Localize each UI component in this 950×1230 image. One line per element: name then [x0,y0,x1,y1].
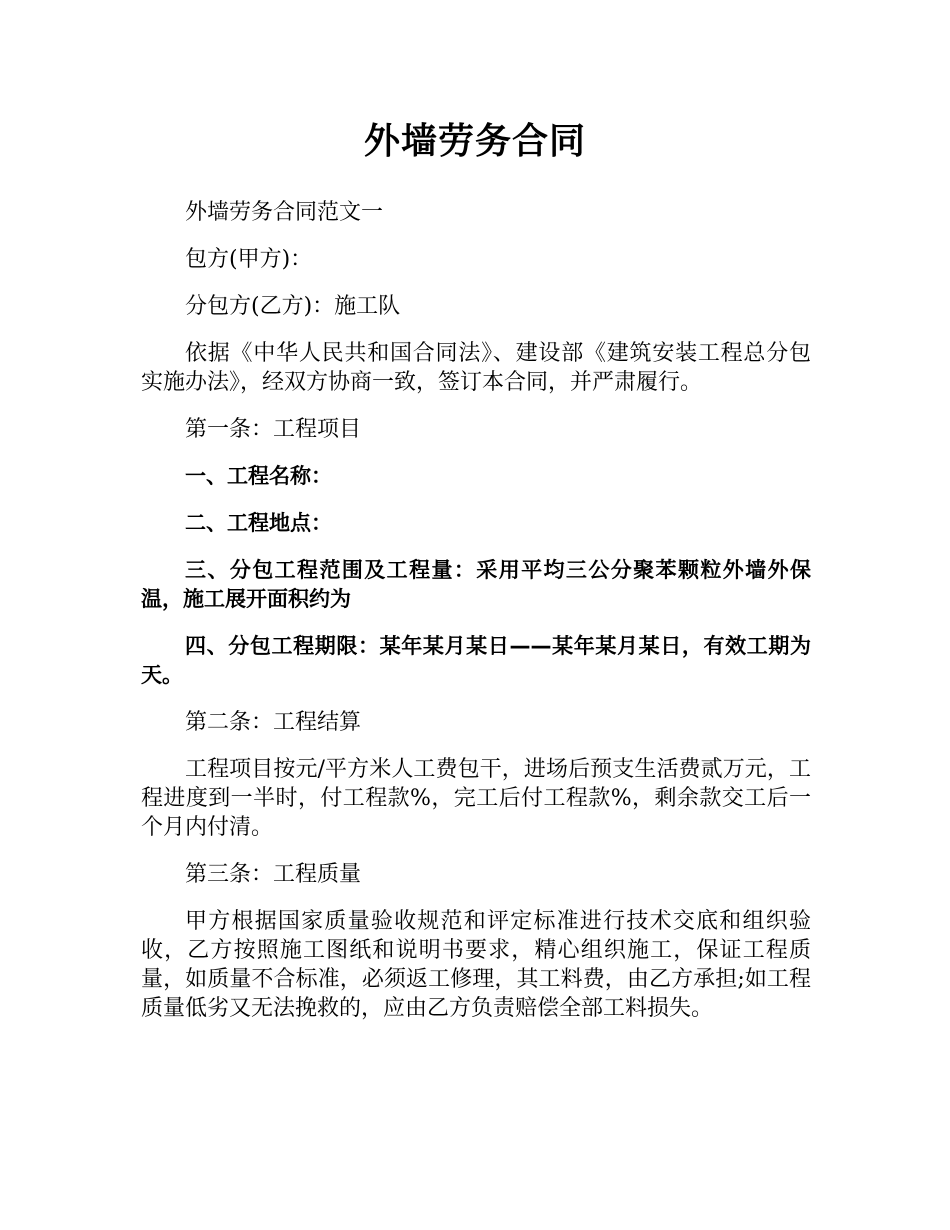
paragraph-12: 第三条：工程质量 [185,862,362,887]
paragraph-7: 二、工程地点： [185,511,332,535]
document-body [141,198,811,1041]
paragraph-13: 甲方根据国家质量验收规范和评定标准进行技术交底和组织验收，乙方按照施工图纸和说明书要求，精心组织施工，保证工程质量，如质量不合标准，必须返工修理，其工料费，由乙方承担;如工程质量低劣又无法挽救的，应由乙方负责赔偿全部工料损失。 [141,909,811,1021]
paragraph-11: 工程项目按元/平方米人工费包干，进场后预支生活费贰万元，工程进度到一半时，付工程款%，完工后付工程款%，剩余款交工后一个月内付清。 [141,757,811,840]
paragraph-6: 一、工程名称： [185,464,332,488]
paragraph-4: 依据《中华人民共和国合同法》、建设部《建筑安装工程总分包实施办法》，经双方协商一致，签订本合同，并严肃履行。 [141,341,811,395]
paragraph-10: 第二条：工程结算 [185,710,362,735]
paragraph-9: 四、分包工程期限：某年某月某日——某年某月某日，有效工期为天。 [141,634,811,687]
paragraph-1: 外墙劳务合同范文一 [185,200,384,225]
paragraph-2: 包方(甲方)： [185,247,313,272]
paragraph-8: 三、分包工程范围及工程量：采用平均三公分聚苯颗粒外墙外保温，施工展开面积约为 [141,558,811,611]
document-title: 外墙劳务合同 [363,121,586,162]
paragraph-5: 第一条：工程项目 [185,417,362,442]
paragraph-3: 分包方(乙方)：施工队 [185,294,401,319]
